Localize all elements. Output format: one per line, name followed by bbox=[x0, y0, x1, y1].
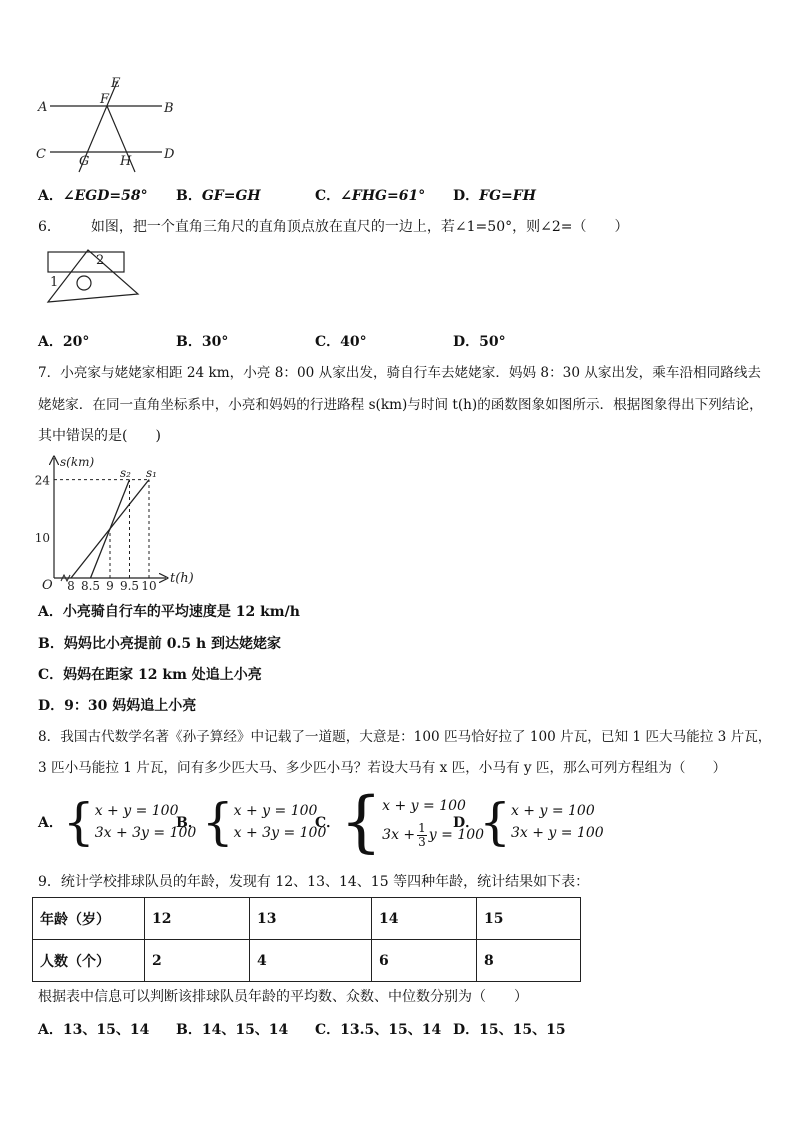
q5-option-d[interactable]: D．FG=FH bbox=[453, 188, 536, 204]
label-a: A bbox=[38, 100, 48, 115]
q5-option-c[interactable]: C．∠FHG=61° bbox=[315, 188, 426, 204]
x-tick-label: 9 bbox=[106, 579, 114, 593]
table-cell: 年龄（岁） bbox=[33, 898, 145, 940]
brace-icon: { bbox=[62, 793, 95, 851]
q5-option-a[interactable]: A．∠EGD=58° bbox=[38, 188, 148, 204]
q8-option-c[interactable]: C．{x + y = 100 3x + $\frac{1}{3}$ y = 100 bbox=[315, 783, 485, 860]
table-row bbox=[33, 940, 581, 982]
brace-icon: { bbox=[340, 783, 383, 860]
q7-option-b[interactable]: B．妈妈比小亮提前 0.5 h 到达姥姥家 bbox=[38, 636, 282, 652]
table-cell: 2 bbox=[145, 940, 250, 982]
brace-icon: { bbox=[479, 793, 511, 851]
table-cell: 15 bbox=[477, 898, 581, 940]
q6-option-a[interactable]: A．20° bbox=[38, 334, 90, 350]
label-f: F bbox=[100, 92, 110, 107]
q5-option-b[interactable]: B．GF=GH bbox=[176, 188, 261, 204]
q6-option-c[interactable]: C．40° bbox=[315, 334, 367, 350]
q8-stem-line2: 3 匹小马能拉 1 片瓦，问有多少匹大马、多少匹小马？若设大马有 x 匹，小马有 y 匹，那么可列方程组为（ ） bbox=[38, 760, 727, 776]
label-e: E bbox=[111, 76, 121, 91]
q8-stem-line1: 8．我国古代数学名著《孙子算经》中记载了一道题，大意是：100 匹马恰好拉了 100 片瓦，已知 1 匹大马能拉 3 片瓦， bbox=[38, 729, 772, 745]
series-label-s1: s₁ bbox=[146, 466, 157, 480]
q7-stem-line2: 姥姥家．在同一直角坐标系中，小亮和妈妈的行进路程 s(km)与时间 t(h)的函数图象如图所示．根据图象得出下列结论， bbox=[38, 397, 763, 413]
x-tick-label: 9.5 bbox=[119, 579, 140, 593]
label-g: G bbox=[79, 154, 90, 169]
angle-2-label: 2 bbox=[96, 253, 105, 268]
q7-stem-line1: 7．小亮家与姥姥家相距 24 km，小亮 8：00 从家出发，骑自行车去姥姥家．妈妈 8：30 从家出发，乘车沿相同路线去 bbox=[38, 365, 762, 381]
x-axis-label: t(h) bbox=[170, 571, 194, 586]
distance-time-chart bbox=[34, 452, 204, 592]
q7-option-d[interactable]: D．9：30 妈妈追上小亮 bbox=[38, 698, 197, 714]
q9-question: 根据表中信息可以判断该排球队员年龄的平均数、众数、中位数分别为（ ） bbox=[38, 989, 528, 1005]
q8-option-a[interactable]: A．{x + y = 100 3x + 3y = 100 bbox=[38, 793, 197, 851]
table-cell: 8 bbox=[477, 940, 581, 982]
parallel-lines-figure bbox=[30, 72, 190, 172]
label-c: C bbox=[36, 147, 46, 162]
label-b: B bbox=[164, 101, 174, 116]
angle-1-label: 1 bbox=[50, 275, 59, 290]
label-h: H bbox=[120, 154, 132, 169]
x-tick-label: 10 bbox=[141, 579, 157, 593]
table-cell: 14 bbox=[372, 898, 477, 940]
table-cell: 4 bbox=[250, 940, 372, 982]
q9-option-a[interactable]: A．13、15、14 bbox=[38, 1022, 150, 1038]
q9-stem: 9．统计学校排球队员的年龄，发现有 12、13、14、15 等四种年龄，统计结果如下表： bbox=[38, 874, 590, 890]
table-row bbox=[33, 898, 581, 940]
q7-option-a[interactable]: A．小亮骑自行车的平均速度是 12 km/h bbox=[38, 604, 300, 620]
q9-option-c[interactable]: C．13.5、15、14 bbox=[315, 1022, 442, 1038]
triangle-hole bbox=[77, 276, 91, 290]
brace-icon: { bbox=[201, 793, 234, 851]
age-stats-table bbox=[32, 897, 581, 982]
origin-label: O bbox=[42, 578, 53, 593]
table-cell: 6 bbox=[372, 940, 477, 982]
x-tick-label: 8.5 bbox=[80, 579, 101, 593]
q9-option-d[interactable]: D．15、15、15 bbox=[453, 1022, 566, 1038]
q6-option-b[interactable]: B．30° bbox=[176, 334, 229, 350]
q7-stem-line3: 其中错误的是( ) bbox=[38, 428, 161, 444]
ruler bbox=[48, 252, 124, 272]
fraction-one-third: $\frac{1}{3}$ bbox=[418, 820, 426, 849]
q7-option-c[interactable]: C．妈妈在距家 12 km 处追上小亮 bbox=[38, 667, 262, 683]
table-cell: 人数（个） bbox=[33, 940, 145, 982]
q8-option-d[interactable]: D．{x + y = 100 3x + y = 100 bbox=[453, 793, 604, 851]
x-tick-label: 8 bbox=[67, 579, 75, 593]
q8-option-b[interactable]: B．{x + y = 100 x + 3y = 100 bbox=[176, 793, 327, 851]
y-tick-label: 24 bbox=[34, 473, 50, 488]
q6-stem: 6． 如图，把一个直角三角尺的直角顶点放在直尺的一边上，若∠1=50°，则∠2=（ ） bbox=[38, 219, 629, 235]
ruler-triangle-figure bbox=[44, 250, 144, 310]
table-cell: 13 bbox=[250, 898, 372, 940]
series-label-s2: s₂ bbox=[120, 466, 131, 480]
q6-option-d[interactable]: D．50° bbox=[453, 334, 506, 350]
y-tick-label: 10 bbox=[34, 531, 50, 545]
label-d: D bbox=[164, 147, 175, 162]
table-cell: 12 bbox=[145, 898, 250, 940]
q9-option-b[interactable]: B．14、15、14 bbox=[176, 1022, 289, 1038]
y-axis-label: s(km) bbox=[60, 455, 95, 469]
